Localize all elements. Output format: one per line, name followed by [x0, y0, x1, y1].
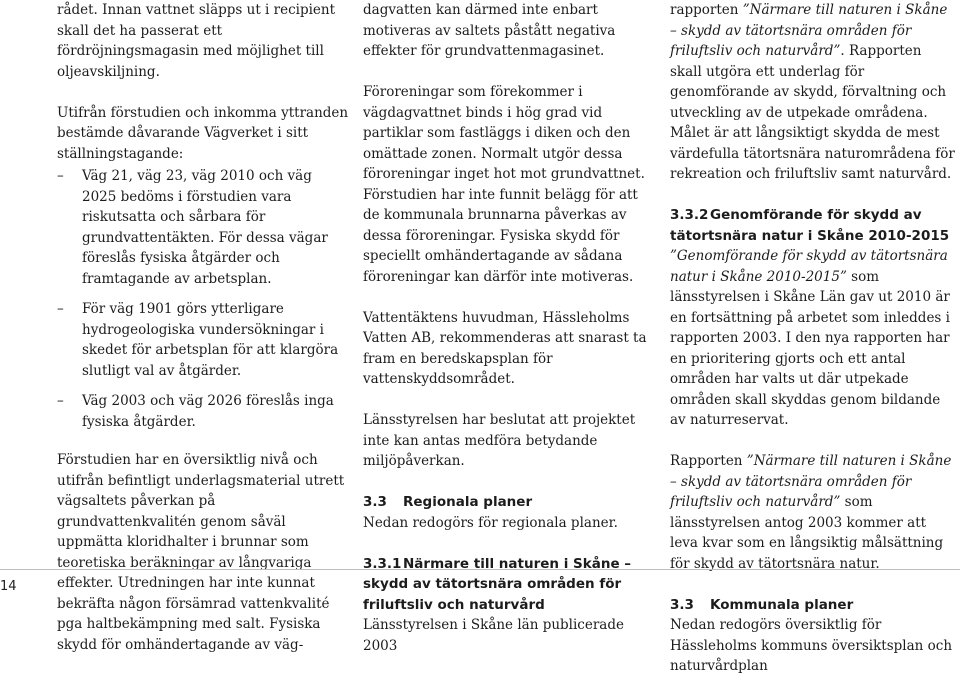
- text-run: Rapporten: [670, 453, 747, 469]
- report-title: ”Närmare till naturen i Skåne – skydd av tätortsnära områden för friluftsliv och naturvård”: [670, 453, 952, 510]
- section-number: 3.3: [670, 596, 694, 613]
- section-number: 3.3.1: [363, 555, 402, 572]
- paragraph: Nedan redogörs för regionala planer.: [363, 514, 618, 531]
- paragraph: Föroreningar som förekommer i vägdagvattnet binds i hög grad vid partiklar som fastläggs i diken och den omättade zonen. Normalt utgör dessa föroreningar inget hot mot grundvattnet. Förstudien har inte funnit belägg för att de kommunala brunnarna påverkas av dessa föroreningar. Fysiska skydd för speciellt omhändertagande av sådana föroreningar kan därför inte motiveras.: [363, 84, 645, 285]
- column-left: [57, 0, 349, 655]
- column-right: [670, 0, 955, 677]
- text-run: rapporten: [670, 2, 743, 18]
- paragraph: Vattentäktens huvudman, Hässleholms Vatten AB, rekommenderas att snarast ta fram en beredskapsplan för vattenskyddsområdet.: [363, 309, 647, 387]
- report-title: ”Närmare till naturen i Skåne – skydd av tätortsnära områden för friluftsliv och naturvård”: [670, 2, 948, 59]
- list-item: [57, 391, 349, 432]
- section-title: Kommunala planer: [710, 596, 854, 613]
- subsection-heading: [363, 554, 648, 616]
- list-item-text: Väg 2003 och väg 2026 föreslås inga fysiska åtgärder.: [82, 393, 334, 430]
- section-title: Regionala planer: [403, 494, 533, 510]
- paragraph: Nedan redogörs översiktlig för Hässleholms kommuns översiktsplan och naturvårdplan: [670, 617, 953, 674]
- section-title: Genomförande för skydd av tätortsnära natur i Skåne 2010-2015: [670, 207, 950, 244]
- paragraph: [670, 246, 955, 431]
- dash-bullet: –: [57, 301, 64, 317]
- section-heading: [670, 595, 955, 616]
- page-number: 14: [0, 579, 17, 594]
- footer-divider: [0, 569, 960, 570]
- list-item-text: För väg 1901 görs ytterligare hydrogeologiska vundersökningar i skedet för arbetsplan för att klargöra slutligt val av åtgärder.: [82, 301, 339, 379]
- section-heading: [363, 492, 648, 513]
- paragraph: [670, 451, 955, 574]
- paragraph: dagvatten kan därmed inte enbart motiveras av saltets påstått negativa effekter för grundvattenmagasinet.: [363, 2, 616, 59]
- paragraph: Utifrån förstudien och inkomma yttranden bestämde dåvarande Vägverket i sitt ställningstagande:: [57, 104, 349, 162]
- section-title: Närmare till naturen i Skåne – skydd av tätortsnära områden för friluftsliv och naturvård: [363, 555, 632, 613]
- paragraph: Länsstyrelsen i Skåne län publicerade 2003: [363, 617, 624, 654]
- section-number: 3.3.2: [670, 207, 709, 223]
- list-item: [57, 166, 349, 289]
- column-middle: [363, 0, 648, 656]
- dash-bullet: –: [57, 168, 64, 184]
- subsection-heading: [670, 205, 955, 246]
- paragraph: Förstudien har en översiktlig nivå och utifrån befintligt underlagsmaterial utrett vägsaltets påverkan på grundvattenkvalitén genom såväl uppmätta kloridhalter i brunnar som teoretiska beräkningar av långvariga effekter. Utredningen har inte kunnat bekräfta någon försämrad vattenkvalité pga haltbekämpning med salt. Fysiska skydd för omhändertagande av väg-: [57, 452, 345, 653]
- text-run: som länsstyrelsen i Skåne Län gav ut 2010 är en fortsättning på arbetet som inleddes i rapporten 2003. I den nya rapporten har en prioritering gjorts och ett antal områden har valts ut där utpekade områden skall skyddas genom bildande av naturreservat.: [670, 268, 950, 428]
- section-number: 3.3: [363, 494, 387, 510]
- list-item-text: Väg 21, väg 23, väg 2010 och väg 2025 bedöms i förstudien vara riskutsatta och sårbara för grundvattentäkten. För dessa vägar föreslås fysiska åtgärder och framtagande av arbetsplan.: [82, 168, 328, 287]
- text-run: som länsstyrelsen antog 2003 kommer att leva kvar som en långsiktig målsättning för skydd av tätortsnära natur.: [670, 494, 944, 572]
- paragraph: [670, 0, 955, 185]
- text-run: . Rapporten skall utgöra ett underlag för genomförande av skydd, förvaltning och utveckling av de utpekade områdena. Målet är att långsiktigt skydda de mest värdefulla tätortsnära naturområdena för rekreation och friluftsliv samt naturvård.: [670, 43, 955, 182]
- paragraph: Länsstyrelsen har beslutat att projektet inte kan antas medföra betydande miljöpåverkan.: [363, 412, 636, 469]
- dash-bullet: –: [57, 393, 64, 409]
- paragraph: rådet. Innan vattnet släpps ut i recipient skall det ha passerat ett fördröjningsmagasin med möjlighet till oljeavskiljning.: [57, 2, 336, 80]
- report-title: ”Genomförande för skydd av tätortsnära natur i Skåne 2010-2015”: [670, 248, 948, 285]
- list-item: [57, 299, 349, 381]
